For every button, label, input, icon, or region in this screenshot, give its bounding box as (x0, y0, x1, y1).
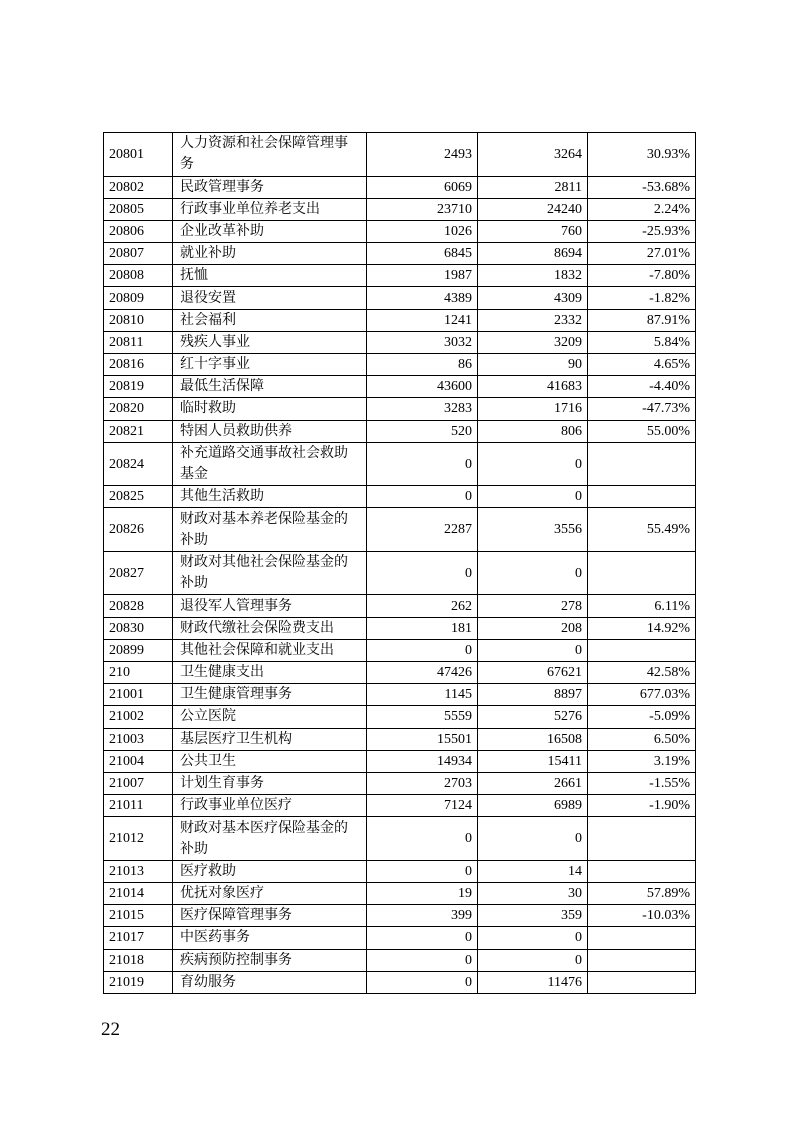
item-name-cell: 民政管理事务 (173, 176, 367, 198)
change-percent-cell: 55.00% (588, 420, 696, 442)
table-row (104, 243, 696, 265)
code-cell: 20810 (104, 309, 173, 331)
curr-value-cell: 90 (478, 354, 588, 376)
curr-value-cell: 3556 (478, 508, 588, 552)
table-row (104, 706, 696, 728)
prev-value-cell: 1241 (367, 309, 478, 331)
prev-value-cell: 2493 (367, 133, 478, 177)
code-cell: 20820 (104, 398, 173, 420)
code-cell: 21007 (104, 772, 173, 794)
prev-value-cell: 1987 (367, 265, 478, 287)
change-percent-cell: -1.90% (588, 795, 696, 817)
prev-value-cell: 520 (367, 420, 478, 442)
prev-value-cell: 5559 (367, 706, 478, 728)
change-percent-cell: 57.89% (588, 883, 696, 905)
code-cell: 20809 (104, 287, 173, 309)
prev-value-cell: 399 (367, 905, 478, 927)
table-row (104, 133, 696, 177)
prev-value-cell: 7124 (367, 795, 478, 817)
curr-value-cell: 359 (478, 905, 588, 927)
table-row (104, 949, 696, 971)
curr-value-cell: 14 (478, 860, 588, 882)
curr-value-cell: 2661 (478, 772, 588, 794)
code-cell: 20807 (104, 243, 173, 265)
prev-value-cell: 19 (367, 883, 478, 905)
code-cell: 20825 (104, 486, 173, 508)
item-name-cell: 优抚对象医疗 (173, 883, 367, 905)
prev-value-cell: 0 (367, 486, 478, 508)
change-percent-cell (588, 442, 696, 486)
item-name-cell: 财政对其他社会保险基金的补助 (173, 551, 367, 595)
item-name-cell: 人力资源和社会保障管理事务 (173, 133, 367, 177)
item-name-cell: 卫生健康管理事务 (173, 684, 367, 706)
item-name-cell: 其他社会保障和就业支出 (173, 639, 367, 661)
item-name-cell: 社会福利 (173, 309, 367, 331)
code-cell: 20828 (104, 595, 173, 617)
item-name-cell: 特困人员救助供养 (173, 420, 367, 442)
table-row (104, 287, 696, 309)
prev-value-cell: 23710 (367, 198, 478, 220)
table-row (104, 420, 696, 442)
item-name-cell: 卫生健康支出 (173, 662, 367, 684)
item-name-cell: 红十字事业 (173, 354, 367, 376)
table-row (104, 728, 696, 750)
item-name-cell: 临时救助 (173, 398, 367, 420)
prev-value-cell: 4389 (367, 287, 478, 309)
curr-value-cell: 0 (478, 551, 588, 595)
code-cell: 20826 (104, 508, 173, 552)
change-percent-cell (588, 860, 696, 882)
table-row (104, 398, 696, 420)
item-name-cell: 残疾人事业 (173, 331, 367, 353)
curr-value-cell: 24240 (478, 198, 588, 220)
change-percent-cell: -1.55% (588, 772, 696, 794)
curr-value-cell: 15411 (478, 750, 588, 772)
curr-value-cell: 760 (478, 220, 588, 242)
change-percent-cell: 5.84% (588, 331, 696, 353)
curr-value-cell: 3209 (478, 331, 588, 353)
code-cell: 21001 (104, 684, 173, 706)
table-row (104, 639, 696, 661)
item-name-cell: 育幼服务 (173, 971, 367, 993)
prev-value-cell: 2703 (367, 772, 478, 794)
code-cell: 20824 (104, 442, 173, 486)
prev-value-cell: 15501 (367, 728, 478, 750)
change-percent-cell: 677.03% (588, 684, 696, 706)
table-row (104, 927, 696, 949)
table-row (104, 971, 696, 993)
table-row (104, 662, 696, 684)
code-cell: 20808 (104, 265, 173, 287)
prev-value-cell: 1026 (367, 220, 478, 242)
item-name-cell: 企业改革补助 (173, 220, 367, 242)
table-row (104, 772, 696, 794)
curr-value-cell: 0 (478, 817, 588, 861)
item-name-cell: 疾病预防控制事务 (173, 949, 367, 971)
table-row (104, 795, 696, 817)
item-name-cell: 医疗救助 (173, 860, 367, 882)
item-name-cell: 就业补助 (173, 243, 367, 265)
change-percent-cell: -25.93% (588, 220, 696, 242)
code-cell: 21012 (104, 817, 173, 861)
change-percent-cell: -5.09% (588, 706, 696, 728)
change-percent-cell: 3.19% (588, 750, 696, 772)
prev-value-cell: 6845 (367, 243, 478, 265)
prev-value-cell: 6069 (367, 176, 478, 198)
change-percent-cell: 4.65% (588, 354, 696, 376)
table-row (104, 508, 696, 552)
curr-value-cell: 6989 (478, 795, 588, 817)
change-percent-cell: -53.68% (588, 176, 696, 198)
table-row (104, 905, 696, 927)
curr-value-cell: 67621 (478, 662, 588, 684)
table-row (104, 442, 696, 486)
table-row (104, 883, 696, 905)
item-name-cell: 退役安置 (173, 287, 367, 309)
prev-value-cell: 1145 (367, 684, 478, 706)
item-name-cell: 补充道路交通事故社会救助基金 (173, 442, 367, 486)
code-cell: 20802 (104, 176, 173, 198)
code-cell: 21014 (104, 883, 173, 905)
table-row (104, 750, 696, 772)
change-percent-cell: -4.40% (588, 376, 696, 398)
table-row (104, 617, 696, 639)
item-name-cell: 基层医疗卫生机构 (173, 728, 367, 750)
table-row (104, 309, 696, 331)
change-percent-cell (588, 949, 696, 971)
change-percent-cell: 6.11% (588, 595, 696, 617)
code-cell: 20827 (104, 551, 173, 595)
item-name-cell: 其他生活救助 (173, 486, 367, 508)
prev-value-cell: 3032 (367, 331, 478, 353)
item-name-cell: 中医药事务 (173, 927, 367, 949)
prev-value-cell: 0 (367, 949, 478, 971)
curr-value-cell: 2811 (478, 176, 588, 198)
prev-value-cell: 0 (367, 860, 478, 882)
curr-value-cell: 1832 (478, 265, 588, 287)
change-percent-cell: 2.24% (588, 198, 696, 220)
change-percent-cell (588, 486, 696, 508)
change-percent-cell: 30.93% (588, 133, 696, 177)
curr-value-cell: 2332 (478, 309, 588, 331)
change-percent-cell: 6.50% (588, 728, 696, 750)
curr-value-cell: 8897 (478, 684, 588, 706)
curr-value-cell: 11476 (478, 971, 588, 993)
change-percent-cell: 14.92% (588, 617, 696, 639)
page-number: 22 (101, 1019, 120, 1040)
change-percent-cell: -47.73% (588, 398, 696, 420)
item-name-cell: 抚恤 (173, 265, 367, 287)
change-percent-cell (588, 971, 696, 993)
change-percent-cell: 27.01% (588, 243, 696, 265)
code-cell: 21013 (104, 860, 173, 882)
code-cell: 21017 (104, 927, 173, 949)
table-row (104, 817, 696, 861)
item-name-cell: 公共卫生 (173, 750, 367, 772)
curr-value-cell: 30 (478, 883, 588, 905)
code-cell: 20801 (104, 133, 173, 177)
change-percent-cell: -1.82% (588, 287, 696, 309)
prev-value-cell: 0 (367, 817, 478, 861)
item-name-cell: 退役军人管理事务 (173, 595, 367, 617)
curr-value-cell: 0 (478, 639, 588, 661)
curr-value-cell: 278 (478, 595, 588, 617)
curr-value-cell: 208 (478, 617, 588, 639)
curr-value-cell: 41683 (478, 376, 588, 398)
prev-value-cell: 0 (367, 927, 478, 949)
item-name-cell: 财政对基本医疗保险基金的补助 (173, 817, 367, 861)
code-cell: 21018 (104, 949, 173, 971)
item-name-cell: 行政事业单位养老支出 (173, 198, 367, 220)
prev-value-cell: 2287 (367, 508, 478, 552)
change-percent-cell: -7.80% (588, 265, 696, 287)
item-name-cell: 公立医院 (173, 706, 367, 728)
table-row (104, 486, 696, 508)
prev-value-cell: 0 (367, 639, 478, 661)
prev-value-cell: 0 (367, 442, 478, 486)
prev-value-cell: 14934 (367, 750, 478, 772)
code-cell: 20830 (104, 617, 173, 639)
code-cell: 20811 (104, 331, 173, 353)
code-cell: 20819 (104, 376, 173, 398)
change-percent-cell: 55.49% (588, 508, 696, 552)
code-cell: 20821 (104, 420, 173, 442)
prev-value-cell: 262 (367, 595, 478, 617)
item-name-cell: 行政事业单位医疗 (173, 795, 367, 817)
code-cell: 20806 (104, 220, 173, 242)
code-cell: 210 (104, 662, 173, 684)
code-cell: 21002 (104, 706, 173, 728)
table-row (104, 176, 696, 198)
table-row (104, 376, 696, 398)
item-name-cell: 财政代缴社会保险费支出 (173, 617, 367, 639)
code-cell: 21004 (104, 750, 173, 772)
curr-value-cell: 0 (478, 927, 588, 949)
table-row (104, 220, 696, 242)
code-cell: 21015 (104, 905, 173, 927)
change-percent-cell: 87.91% (588, 309, 696, 331)
curr-value-cell: 8694 (478, 243, 588, 265)
curr-value-cell: 0 (478, 442, 588, 486)
curr-value-cell: 0 (478, 486, 588, 508)
code-cell: 20805 (104, 198, 173, 220)
table-row (104, 354, 696, 376)
curr-value-cell: 16508 (478, 728, 588, 750)
code-cell: 21003 (104, 728, 173, 750)
prev-value-cell: 0 (367, 971, 478, 993)
code-cell: 21011 (104, 795, 173, 817)
prev-value-cell: 43600 (367, 376, 478, 398)
change-percent-cell (588, 551, 696, 595)
prev-value-cell: 0 (367, 551, 478, 595)
prev-value-cell: 86 (367, 354, 478, 376)
table-row (104, 198, 696, 220)
change-percent-cell (588, 817, 696, 861)
table-row (104, 684, 696, 706)
curr-value-cell: 5276 (478, 706, 588, 728)
curr-value-cell: 3264 (478, 133, 588, 177)
change-percent-cell: -10.03% (588, 905, 696, 927)
code-cell: 20899 (104, 639, 173, 661)
table-row (104, 331, 696, 353)
curr-value-cell: 806 (478, 420, 588, 442)
item-name-cell: 财政对基本养老保险基金的补助 (173, 508, 367, 552)
code-cell: 20816 (104, 354, 173, 376)
prev-value-cell: 47426 (367, 662, 478, 684)
prev-value-cell: 181 (367, 617, 478, 639)
table-row (104, 551, 696, 595)
change-percent-cell: 42.58% (588, 662, 696, 684)
table-row (104, 595, 696, 617)
prev-value-cell: 3283 (367, 398, 478, 420)
item-name-cell: 医疗保障管理事务 (173, 905, 367, 927)
table-row (104, 265, 696, 287)
table-row (104, 860, 696, 882)
curr-value-cell: 0 (478, 949, 588, 971)
curr-value-cell: 4309 (478, 287, 588, 309)
budget-table (103, 132, 696, 994)
item-name-cell: 计划生育事务 (173, 772, 367, 794)
item-name-cell: 最低生活保障 (173, 376, 367, 398)
change-percent-cell (588, 927, 696, 949)
code-cell: 21019 (104, 971, 173, 993)
curr-value-cell: 1716 (478, 398, 588, 420)
change-percent-cell (588, 639, 696, 661)
